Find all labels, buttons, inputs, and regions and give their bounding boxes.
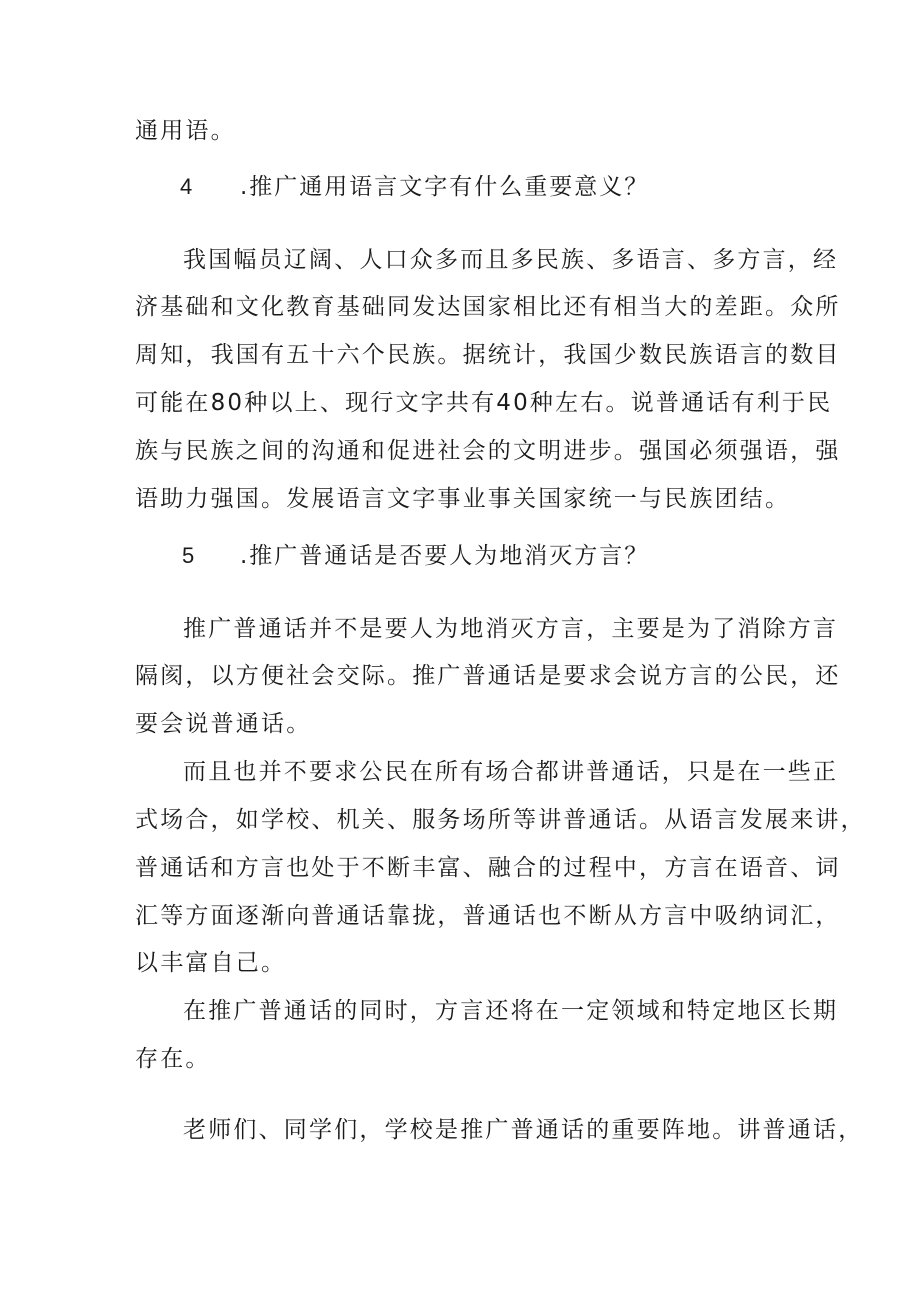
paragraph-line: 老师们、同学们，学校是推广普通话的重要阵地。讲普通话， xyxy=(183,1117,864,1143)
paragraph-line: 周知，我国有五十六个民族。据统计，我国少数民族语言的数目 xyxy=(135,342,841,368)
paragraph-line: 我国幅员辽阔、人口众多而且多民族、多语言、多方言，经 xyxy=(183,247,839,273)
section-heading: .推广普通话是否要人为地消灭方言？ xyxy=(240,543,650,569)
paragraph-line: 隔阂，以方便社会交际。推广普通话是要求会说方言的公民，还 xyxy=(135,663,841,689)
paragraph-line: 而且也并不要求公民在所有场合都讲普通话，只是在一些正 xyxy=(183,759,839,785)
section-number: 5 xyxy=(182,543,195,568)
paragraph-line: 族与民族之间的沟通和促进社会的文明进步。强国必须强语，强 xyxy=(135,438,841,464)
paragraph-line: 式场合，如学校、机关、服务场所等讲普通话。从语言发展来讲， xyxy=(135,807,866,833)
paragraph-line: 存在。 xyxy=(135,1046,211,1072)
paragraph-line: 在推广普通话的同时，方言还将在一定领域和特定地区长期 xyxy=(183,998,839,1024)
paragraph-line: 以丰富自己。 xyxy=(135,950,287,976)
section-heading: .推广通用语言文字有什么重要意义？ xyxy=(240,174,650,200)
section-number: 4 xyxy=(180,174,193,199)
paragraph-line: 济基础和文化教育基础同发达国家相比还有相当大的差距。众所 xyxy=(135,294,841,320)
paragraph-line: 推广普通话并不是要人为地消灭方言，主要是为了消除方言 xyxy=(183,616,839,642)
paragraph-line: 汇等方面逐渐向普通话靠拢，普通话也不断从方言中吸纳词汇， xyxy=(135,903,841,929)
paragraph-line: 要会说普通话。 xyxy=(135,711,312,737)
paragraph-line: 通用语。 xyxy=(135,118,236,144)
paragraph-line: 语助力强国。发展语言文字事业事关国家统一与民族团结。 xyxy=(135,486,791,512)
paragraph-line: 普通话和方言也处于不断丰富、融合的过程中，方言在语音、词 xyxy=(135,855,841,881)
paragraph-line: 可能在80种以上、现行文字共有40种左右。说普通话有利于民 xyxy=(135,390,833,416)
